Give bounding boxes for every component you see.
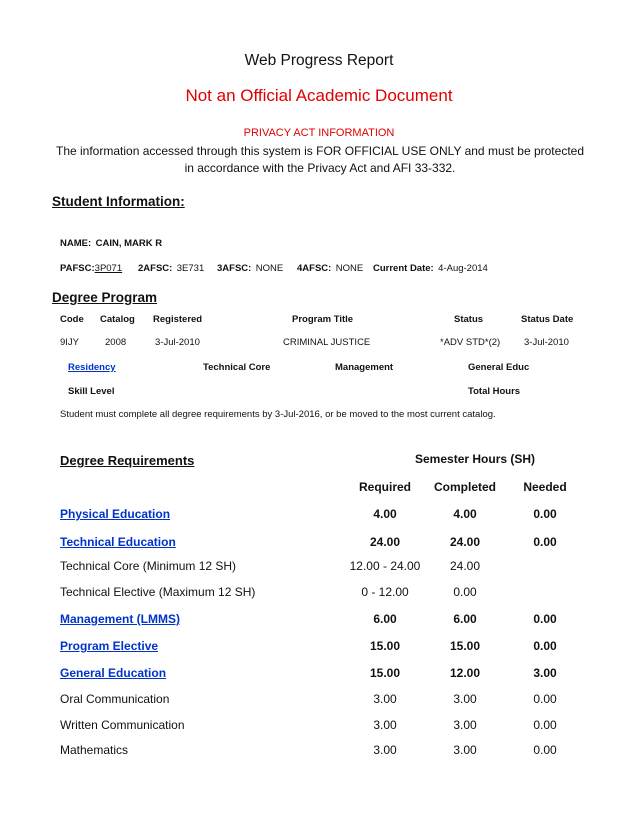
col-completed: Completed <box>433 480 496 494</box>
col-code: Code <box>60 314 84 325</box>
name-label: NAME: <box>60 238 92 249</box>
req-completed: 4.00 <box>453 507 477 521</box>
total-hours-header: Total Hours <box>468 386 521 397</box>
afsc3-label: 3AFSC: <box>217 263 252 274</box>
req-required: 4.00 <box>373 507 397 521</box>
student-info-heading: Student Information: <box>52 194 185 209</box>
req-physical-education-link[interactable]: Physical Education <box>60 507 171 521</box>
management-header: Management <box>335 362 394 373</box>
req-needed: 0.00 <box>533 639 557 653</box>
completion-note: Student must complete all degree requirements by 3-Jul-2016, or be moved to the most current catalog. <box>60 409 496 420</box>
req-required: 15.00 <box>369 639 401 653</box>
req-program-elective-link[interactable]: Program Elective <box>60 639 159 653</box>
privacy-body: The information accessed through this system is FOR OFFICIAL USE ONLY and must be protected in accordance with the Privacy Act and AFI 33-332. <box>56 144 584 175</box>
req-completed: 6.00 <box>453 612 477 626</box>
page-title: Web Progress Report <box>244 52 394 69</box>
req-required: 3.00 <box>373 692 397 706</box>
req-completed: 3.00 <box>453 718 477 732</box>
afsc2-label: 2AFSC: <box>138 263 173 274</box>
req-written-communication: Written Communication <box>60 718 185 732</box>
req-completed: 3.00 <box>453 743 477 757</box>
degree-program-heading: Degree Program <box>52 290 158 305</box>
afsc-line <box>60 258 122 276</box>
req-technical-elective: Technical Elective (Maximum 12 SH) <box>60 585 256 599</box>
unofficial-notice: Not an Official Academic Document <box>185 86 453 105</box>
req-needed: 3.00 <box>533 666 557 680</box>
col-registered: Registered <box>153 314 203 325</box>
req-completed: 15.00 <box>449 639 481 653</box>
current-date-label: Current Date: <box>373 263 434 274</box>
col-program-title: Program Title <box>292 314 354 325</box>
req-required: 3.00 <box>373 718 397 732</box>
req-needed: 0.00 <box>533 507 557 521</box>
req-oral-communication: Oral Communication <box>60 692 170 706</box>
req-mathematics: Mathematics <box>60 743 129 757</box>
req-technical-core: Technical Core (Minimum 12 SH) <box>60 559 237 573</box>
req-needed: 0.00 <box>533 535 557 549</box>
current-date-value: 4-Aug-2014 <box>438 263 488 274</box>
pafsc-value: 3P071 <box>94 263 123 274</box>
afsc4 <box>297 258 363 276</box>
program-code: 9IJY <box>60 337 80 348</box>
student-name-line <box>60 233 162 251</box>
col-needed: Needed <box>523 480 567 494</box>
req-completed: 24.00 <box>449 559 481 573</box>
afsc3-value: NONE <box>255 263 284 274</box>
residency-link[interactable]: Residency <box>68 362 116 373</box>
req-needed: 0.00 <box>533 692 557 706</box>
degree-requirements-heading: Degree Requirements <box>60 453 195 468</box>
privacy-heading: PRIVACY ACT INFORMATION <box>243 127 395 139</box>
req-general-education-link[interactable]: General Education <box>60 666 167 680</box>
req-required: 15.00 <box>369 666 401 680</box>
req-needed: 0.00 <box>533 718 557 732</box>
req-required: 3.00 <box>373 743 397 757</box>
req-needed: 0.00 <box>533 743 557 757</box>
col-status-date: Status Date <box>521 314 574 325</box>
col-status: Status <box>454 314 484 325</box>
req-completed: 3.00 <box>453 692 477 706</box>
pafsc-label: PAFSC: <box>60 263 95 274</box>
program-registered: 3-Jul-2010 <box>155 337 200 348</box>
skill-level-header: Skill Level <box>68 386 115 397</box>
req-technical-education-link[interactable]: Technical Education <box>60 535 176 549</box>
req-required: 6.00 <box>373 612 397 626</box>
semester-hours-heading: Semester Hours (SH) <box>415 452 536 466</box>
student-name: CAIN, MARK R <box>95 238 163 249</box>
technical-core-header: Technical Core <box>203 362 271 373</box>
afsc2-value: 3E731 <box>176 263 205 274</box>
afsc2 <box>138 258 204 276</box>
program-catalog: 2008 <box>105 337 127 348</box>
req-completed: 0.00 <box>453 585 477 599</box>
req-required: 12.00 - 24.00 <box>349 559 421 573</box>
program-status: *ADV STD*(2) <box>440 337 501 348</box>
req-completed: 12.00 <box>449 666 481 680</box>
req-required: 0 - 12.00 <box>361 585 409 599</box>
req-required: 24.00 <box>369 535 401 549</box>
req-needed: 0.00 <box>533 612 557 626</box>
afsc4-value: NONE <box>335 263 364 274</box>
current-date <box>373 258 488 276</box>
program-status-date: 3-Jul-2010 <box>524 337 569 348</box>
afsc3 <box>217 258 283 276</box>
col-required: Required <box>358 480 411 494</box>
general-educ-header: General Educ <box>468 362 530 373</box>
req-completed: 24.00 <box>449 535 481 549</box>
req-management-link[interactable]: Management (LMMS) <box>60 612 180 626</box>
program-title: CRIMINAL JUSTICE <box>283 337 371 348</box>
col-catalog: Catalog <box>100 314 135 325</box>
afsc4-label: 4AFSC: <box>297 263 332 274</box>
